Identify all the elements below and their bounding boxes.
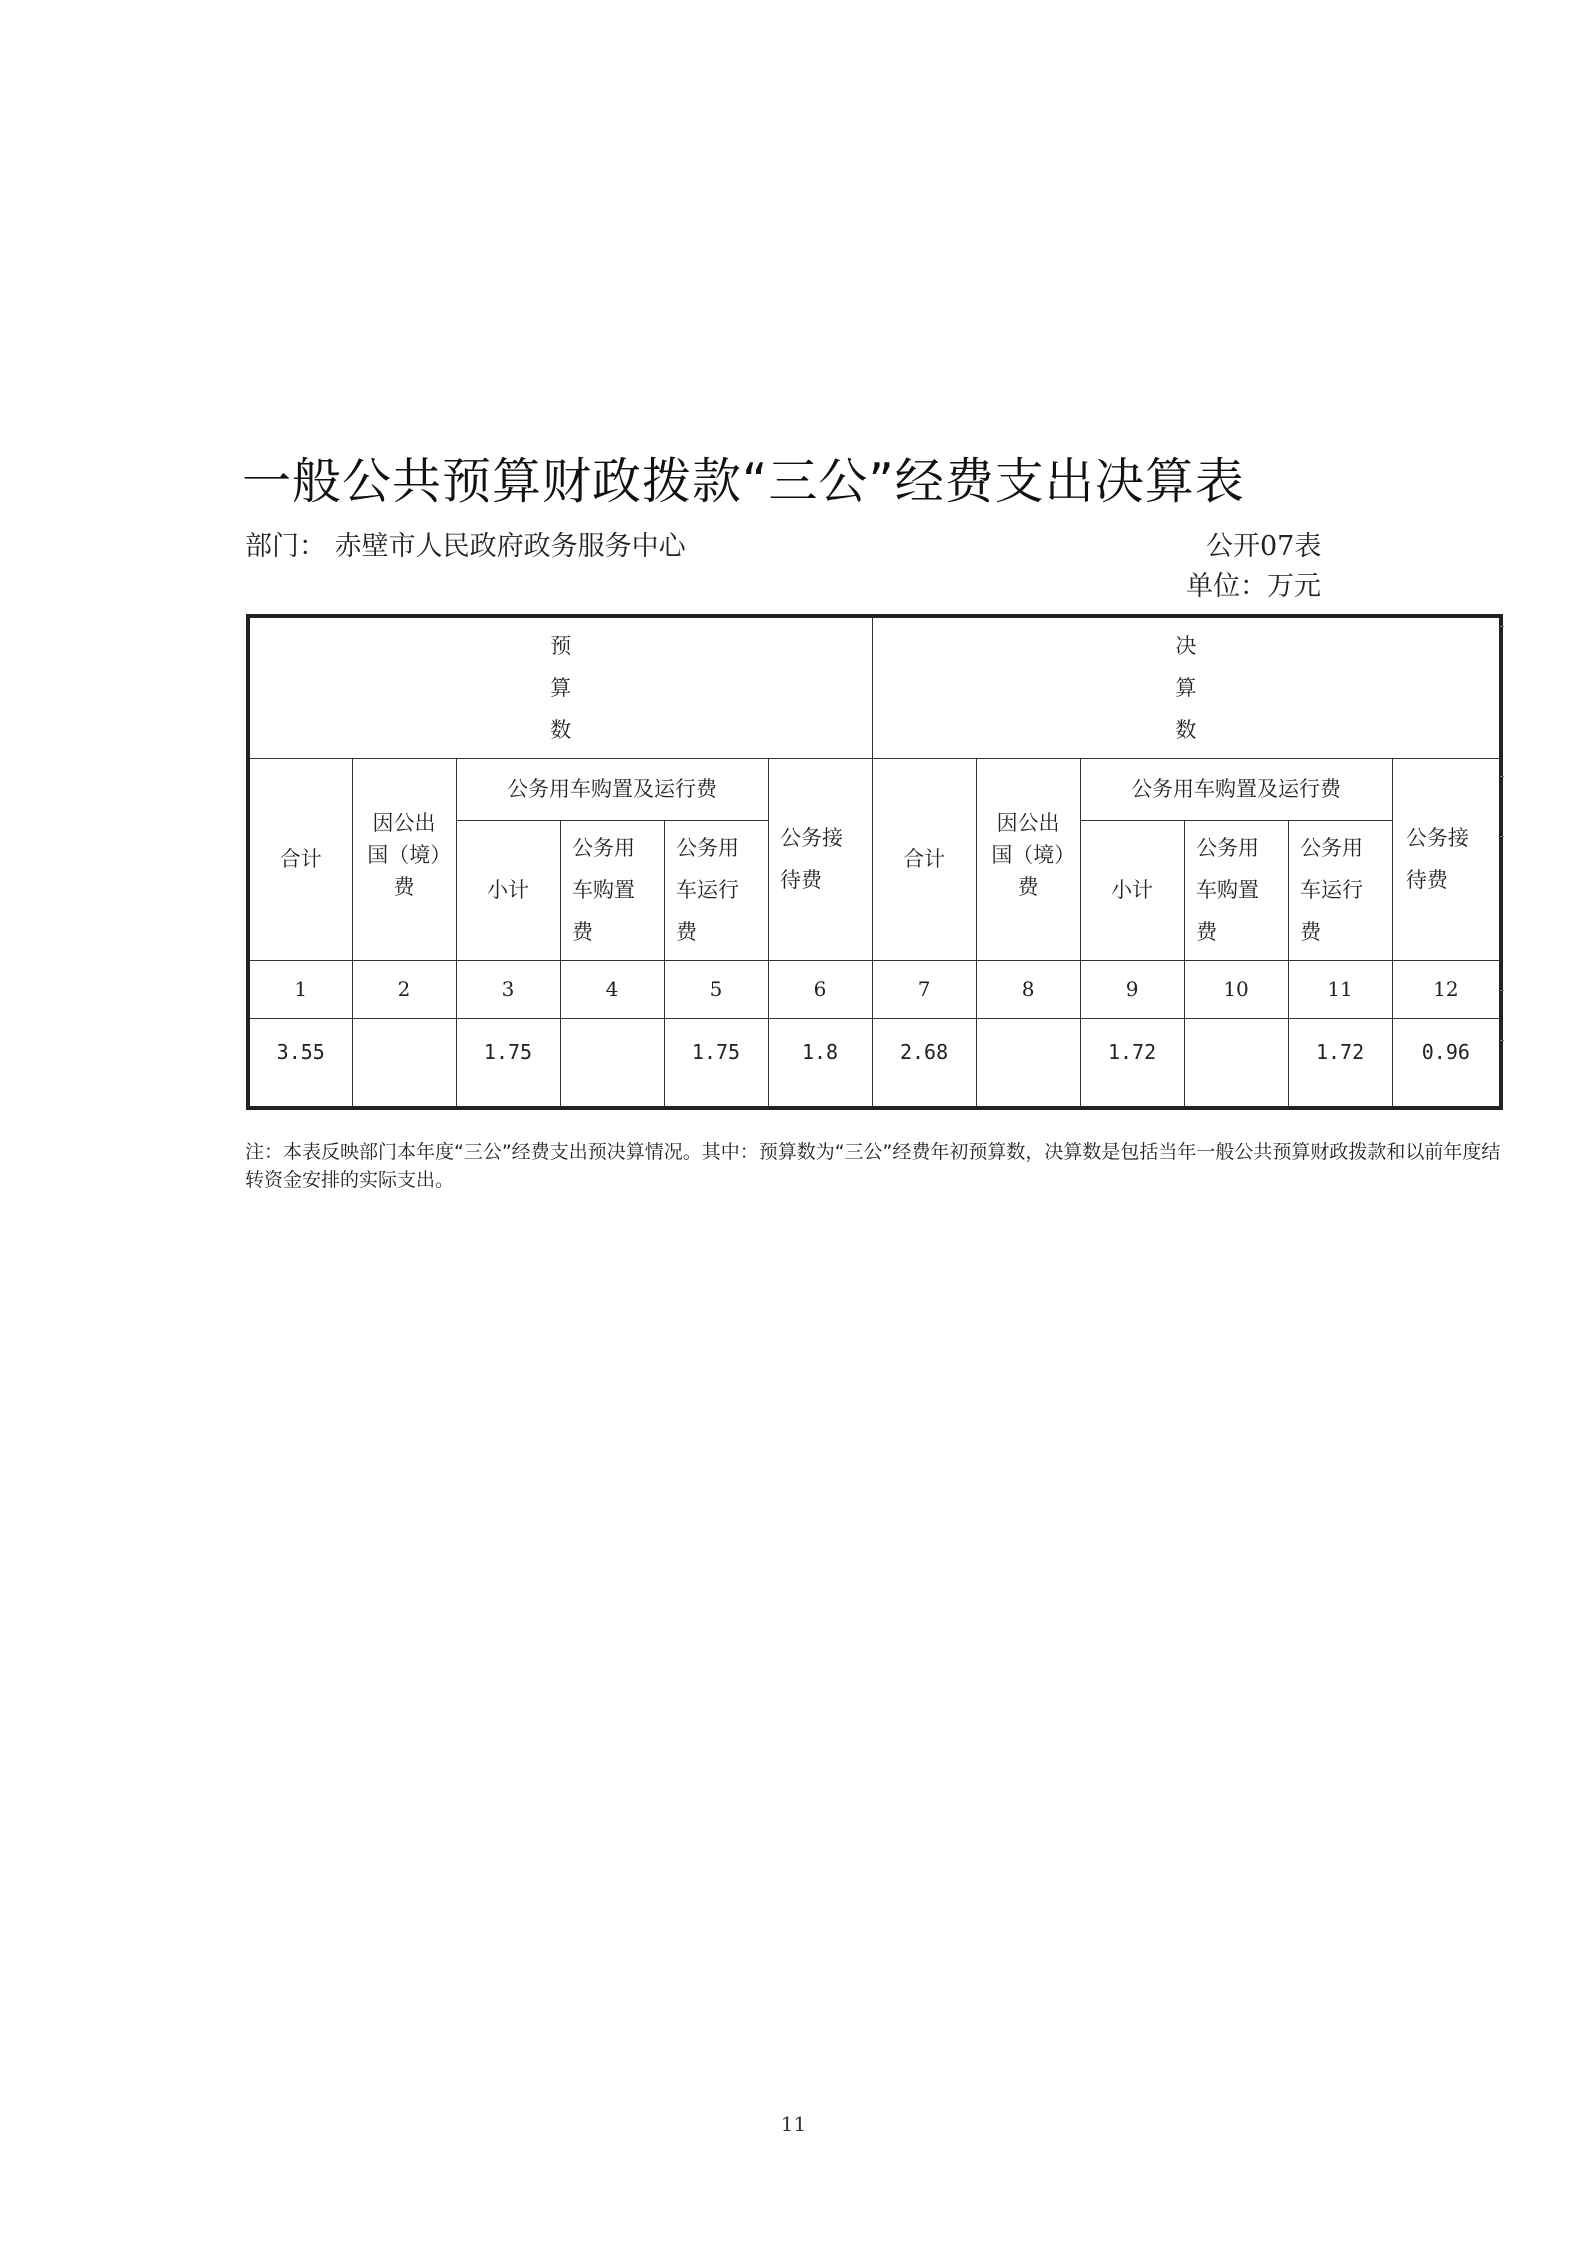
value-cell (560, 1018, 664, 1108)
margin-mark (1500, 1040, 1504, 1041)
col-number: 6 (768, 960, 872, 1018)
value-cell (352, 1018, 456, 1108)
group-final-header: 决算数 (872, 616, 1501, 758)
col-number: 4 (560, 960, 664, 1018)
value-cell: 1.8 (768, 1018, 872, 1108)
budget-vehicle-header: 公务用车购置及运行费 (456, 758, 768, 820)
final-abroad-header: 因公出国（境）费 (976, 758, 1080, 960)
unit-label: 单位：万元 (1186, 571, 1321, 602)
col-number: 10 (1184, 960, 1288, 1018)
final-operation-header: 公务用车运行费 (1288, 820, 1392, 960)
footnote: 注：本表反映部门本年度“三公”经费支出预决算情况。其中：预算数为“三公”经费年初预算数，决算数是包括当年一般公共预算财政拨款和以前年度结转资金安排的实际支出。 (245, 1141, 1501, 1191)
final-purchase-header: 公务用车购置费 (1184, 820, 1288, 960)
col-number: 3 (456, 960, 560, 1018)
col-number: 11 (1288, 960, 1392, 1018)
final-reception-header: 公务接待费 (1392, 758, 1501, 960)
col-number: 5 (664, 960, 768, 1018)
value-cell: 2.68 (872, 1018, 976, 1108)
budget-total-header: 合计 (248, 758, 352, 960)
budget-subtotal-header: 小计 (456, 820, 560, 960)
three-public-expense-table (246, 614, 1503, 1110)
page-number: 11 (780, 2112, 807, 2136)
group-budget-header: 预算数 (248, 616, 872, 758)
budget-purchase-header: 公务用车购置费 (560, 820, 664, 960)
col-number: 2 (352, 960, 456, 1018)
col-number: 7 (872, 960, 976, 1018)
department-label: 部门： 赤壁市人民政府政务服务中心 (245, 531, 686, 562)
margin-mark (1500, 626, 1504, 627)
budget-operation-header: 公务用车运行费 (664, 820, 768, 960)
margin-mark (1500, 776, 1504, 777)
page-title: 一般公共预算财政拨款“三公”经费支出决算表 (242, 453, 1245, 510)
final-subtotal-header: 小计 (1080, 820, 1184, 960)
sub-header-row (248, 758, 1501, 820)
col-number: 9 (1080, 960, 1184, 1018)
value-cell: 0.96 (1392, 1018, 1501, 1108)
final-vehicle-header: 公务用车购置及运行费 (1080, 758, 1392, 820)
group-header-row (248, 616, 1501, 758)
budget-abroad-header: 因公出国（境）费 (352, 758, 456, 960)
table-row (248, 1018, 1501, 1108)
col-number: 12 (1392, 960, 1501, 1018)
value-cell: 3.55 (248, 1018, 352, 1108)
margin-mark (1500, 990, 1504, 991)
value-cell (1184, 1018, 1288, 1108)
col-number: 8 (976, 960, 1080, 1018)
value-cell: 1.75 (456, 1018, 560, 1108)
margin-mark (1500, 836, 1504, 837)
final-total-header: 合计 (872, 758, 976, 960)
value-cell (976, 1018, 1080, 1108)
table-number: 公开07表 (1206, 531, 1322, 562)
value-cell: 1.72 (1288, 1018, 1392, 1108)
value-cell: 1.75 (664, 1018, 768, 1108)
value-cell: 1.72 (1080, 1018, 1184, 1108)
column-number-row (248, 960, 1501, 1018)
budget-reception-header: 公务接待费 (768, 758, 872, 960)
col-number: 1 (248, 960, 352, 1018)
